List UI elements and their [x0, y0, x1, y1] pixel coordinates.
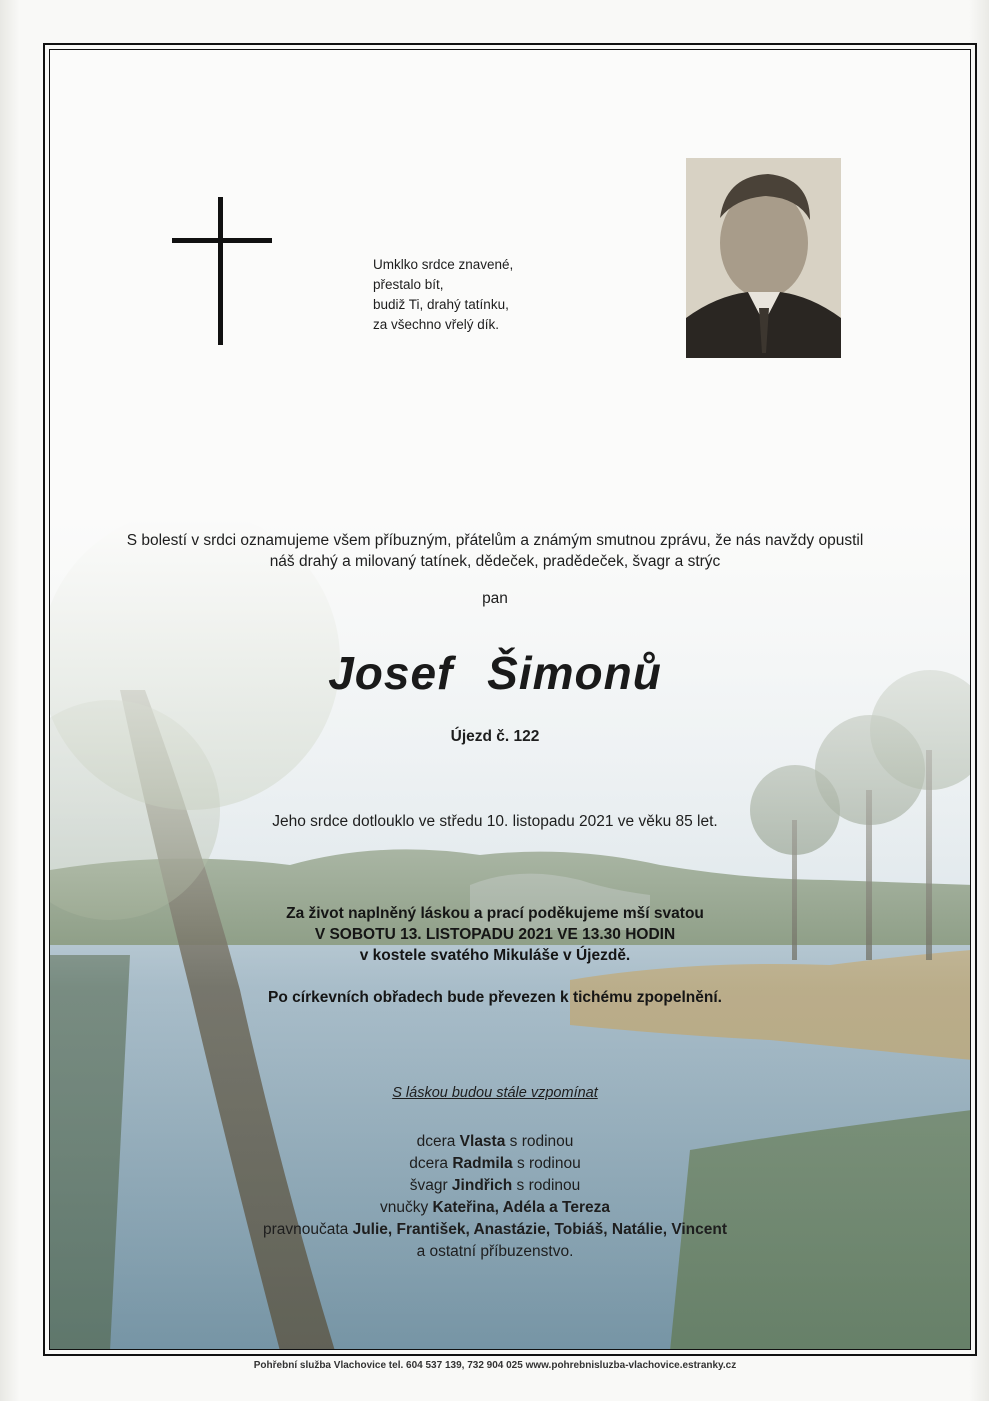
family-member: vnučky Kateřina, Adéla a Tereza — [379, 1199, 611, 1216]
funeral-details — [60, 903, 930, 966]
announcement — [60, 530, 930, 572]
family-list — [60, 1131, 930, 1263]
funeral-line: V SOBOTU 13. LISTOPADU 2021 VE 13.30 HODIN — [314, 926, 676, 943]
family-member: dcera Vlasta s rodinou — [416, 1133, 574, 1150]
family-member: pravnoučata Julie, František, Anastázie, Tobiáš, Natálie, Vincent — [262, 1221, 728, 1238]
cremation-note: Po církevních obřadech bude převezen k tichému zpopelnění. — [268, 989, 722, 1006]
salutation: pan — [482, 590, 508, 607]
funeral-service-footer: Pohřební služba Vlachovice tel. 604 537 139, 732 904 025 www.pohrebnisluzba-vlachovice.estranky.cz — [253, 1360, 737, 1371]
last-name: Šimonů — [487, 647, 662, 699]
verse-line: přestalo bít, — [373, 277, 444, 292]
memory-heading: S láskou budou stále vzpomínat — [392, 1085, 598, 1101]
family-member: švagr Jindřich s rodinou — [409, 1177, 581, 1194]
family-member: dcera Radmila s rodinou — [409, 1155, 581, 1172]
deceased-address: Újezd č. 122 — [450, 728, 540, 745]
announcement-line: náš drahý a milovaný tatínek, dědeček, pradědeček, švagr a strýc — [269, 553, 721, 570]
family-member: a ostatní příbuzenstvo. — [416, 1243, 574, 1260]
portrait-photo — [686, 158, 841, 358]
cross-symbol — [172, 197, 272, 347]
first-name: Josef — [328, 647, 454, 699]
verse-line: za všechno vřelý dík. — [373, 317, 500, 332]
verse-line: budiž Ti, drahý tatínku, — [373, 297, 509, 312]
funeral-line: v kostele svatého Mikuláše v Újezdě. — [359, 947, 631, 964]
announcement-line: S bolestí v srdci oznamujeme všem příbuzným, přátelům a známým smutnou zprávu, že nás navždy opustil — [126, 532, 864, 549]
memorial-verse — [373, 255, 593, 335]
death-notice: Jeho srdce dotlouklo ve středu 10. listopadu 2021 ve věku 85 let. — [272, 813, 718, 830]
deceased-name — [60, 646, 930, 700]
verse-line: Umklko srdce znavené, — [373, 257, 514, 272]
funeral-line: Za život naplněný láskou a prací poděkujeme mší svatou — [286, 905, 704, 922]
